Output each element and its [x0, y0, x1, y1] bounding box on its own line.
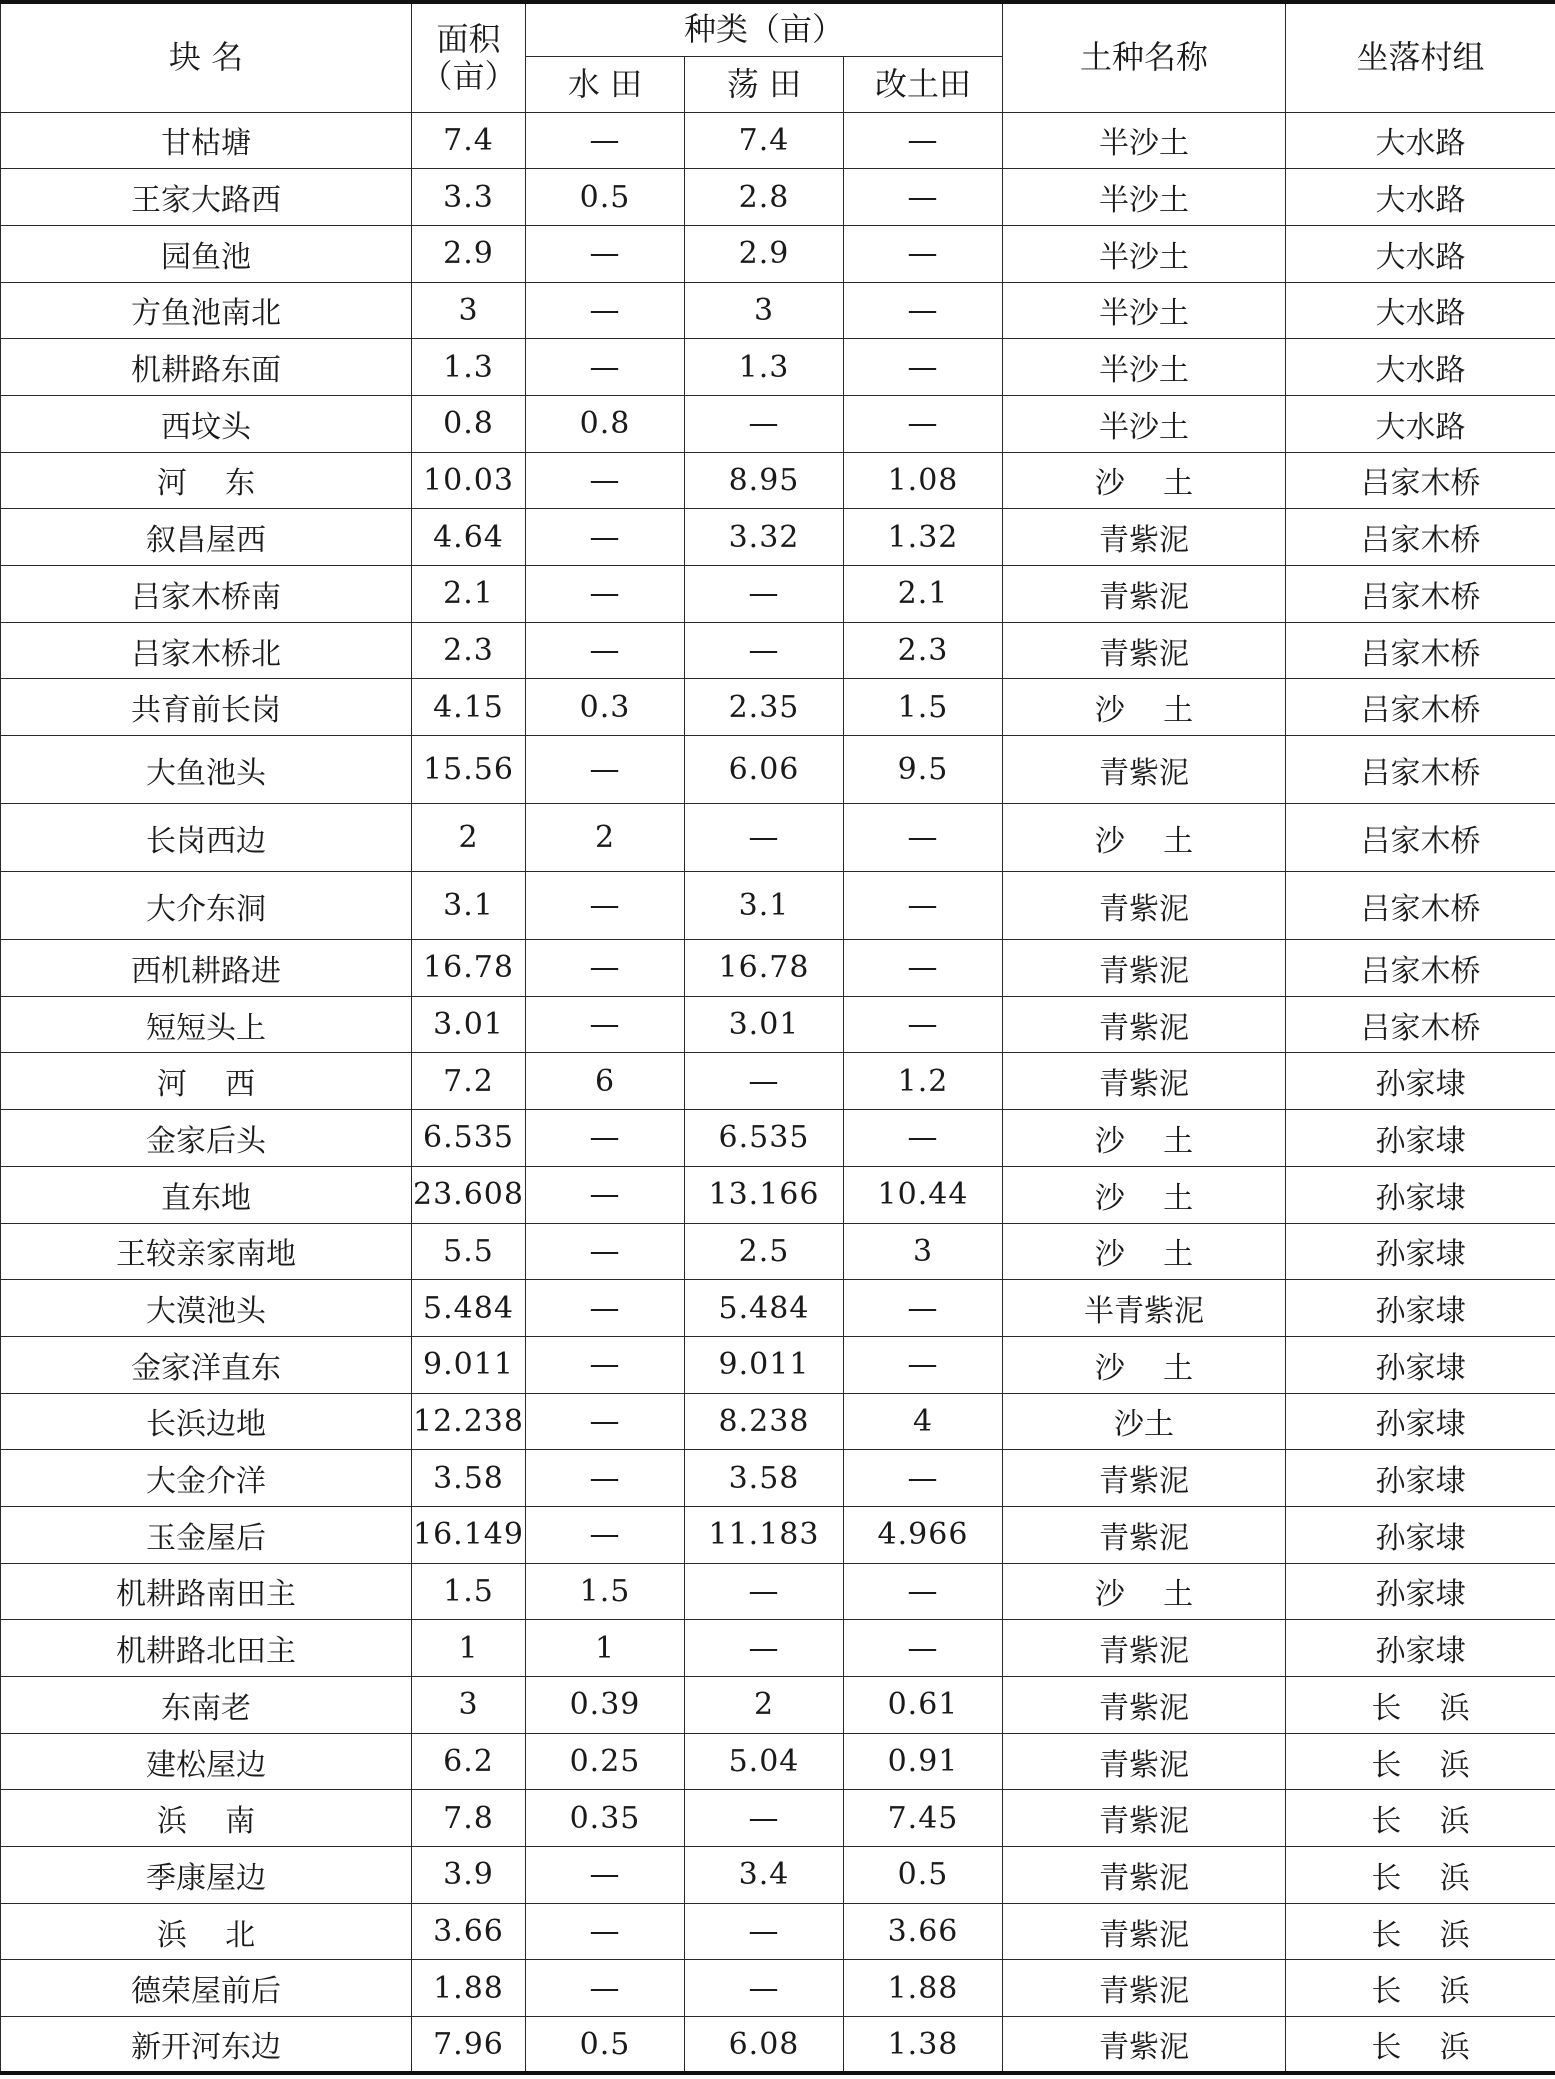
cell-paddy: — [526, 1223, 685, 1280]
table-row [1, 996, 1555, 1053]
cell-soil-name: 青紫泥 [1003, 1903, 1286, 1960]
cell-dang: 8.238 [685, 1393, 844, 1450]
table-row [1, 566, 1555, 623]
cell-area: 1.5 [412, 1563, 526, 1620]
header-area-line2: （亩） [420, 56, 517, 95]
cell-soil-name: 沙 土 [1003, 1563, 1286, 1620]
cell-dang: 3.01 [685, 996, 844, 1053]
cell-converted: 3 [844, 1223, 1003, 1280]
cell-village-group: 长 浜 [1286, 1677, 1555, 1734]
table-header [1, 2, 1555, 112]
cell-paddy: — [526, 1506, 685, 1563]
cell-converted: 1.2 [844, 1053, 1003, 1110]
cell-converted: — [844, 940, 1003, 997]
table-row [1, 339, 1555, 396]
cell-area: 23.608 [412, 1166, 526, 1223]
cell-dang: 2.35 [685, 679, 844, 736]
cell-converted: — [844, 395, 1003, 452]
table-row [1, 1450, 1555, 1507]
cell-dang: — [685, 1620, 844, 1677]
cell-paddy: 1 [526, 1620, 685, 1677]
cell-area: 7.96 [412, 2017, 526, 2074]
cell-dang: 7.4 [685, 112, 844, 169]
cell-area: 10.03 [412, 452, 526, 509]
cell-block-name: 大鱼池头 [1, 736, 412, 804]
cell-paddy: 0.25 [526, 1733, 685, 1790]
cell-area: 6.2 [412, 1733, 526, 1790]
cell-village-group: 孙家埭 [1286, 1450, 1555, 1507]
cell-soil-name: 沙 土 [1003, 452, 1286, 509]
cell-converted: 1.38 [844, 2017, 1003, 2074]
cell-area: 4.15 [412, 679, 526, 736]
cell-paddy: — [526, 1847, 685, 1904]
cell-paddy: — [526, 112, 685, 169]
cell-soil-name: 青紫泥 [1003, 1733, 1286, 1790]
header-area [412, 2, 526, 112]
cell-dang: 2.9 [685, 225, 844, 282]
cell-area: 3 [412, 1677, 526, 1734]
table-row [1, 2017, 1555, 2074]
cell-block-name: 浜 南 [1, 1790, 412, 1847]
table-row [1, 736, 1555, 804]
cell-block-name: 长岗西边 [1, 804, 412, 872]
cell-paddy: 0.8 [526, 395, 685, 452]
header-converted: 改土田 [844, 56, 1003, 112]
cell-soil-name: 青紫泥 [1003, 736, 1286, 804]
cell-converted: 1.08 [844, 452, 1003, 509]
cell-dang: 3.32 [685, 509, 844, 566]
cell-dang: 3.58 [685, 1450, 844, 1507]
cell-soil-name: 半沙土 [1003, 112, 1286, 169]
table-row [1, 1393, 1555, 1450]
cell-paddy: — [526, 452, 685, 509]
table-row [1, 1280, 1555, 1337]
cell-converted: 1.5 [844, 679, 1003, 736]
cell-paddy: 0.39 [526, 1677, 685, 1734]
cell-dang: 5.484 [685, 1280, 844, 1337]
cell-area: 1.88 [412, 1960, 526, 2017]
cell-area: 2.1 [412, 566, 526, 623]
cell-dang: 1.3 [685, 339, 844, 396]
table-row [1, 872, 1555, 940]
cell-village-group: 大水路 [1286, 339, 1555, 396]
cell-dang: 6.535 [685, 1110, 844, 1167]
cell-block-name: 大金介洋 [1, 1450, 412, 1507]
cell-block-name: 短短头上 [1, 996, 412, 1053]
cell-village-group: 吕家木桥 [1286, 872, 1555, 940]
cell-dang: 6.06 [685, 736, 844, 804]
cell-paddy: — [526, 1280, 685, 1337]
cell-soil-name: 沙 土 [1003, 1166, 1286, 1223]
cell-converted: 3.66 [844, 1903, 1003, 1960]
cell-area: 2.9 [412, 225, 526, 282]
cell-dang: — [685, 566, 844, 623]
cell-area: 1 [412, 1620, 526, 1677]
cell-village-group: 孙家埭 [1286, 1110, 1555, 1167]
cell-paddy: — [526, 622, 685, 679]
cell-block-name: 新开河东边 [1, 2017, 412, 2074]
cell-converted: — [844, 112, 1003, 169]
table-row [1, 1677, 1555, 1734]
cell-area: 3.58 [412, 1450, 526, 1507]
cell-block-name: 大漠池头 [1, 1280, 412, 1337]
cell-converted: — [844, 169, 1003, 226]
cell-soil-name: 青紫泥 [1003, 872, 1286, 940]
table-row [1, 1053, 1555, 1110]
cell-village-group: 长 浜 [1286, 1903, 1555, 1960]
cell-village-group: 吕家木桥 [1286, 622, 1555, 679]
cell-village-group: 大水路 [1286, 395, 1555, 452]
cell-converted: 4 [844, 1393, 1003, 1450]
table-row [1, 622, 1555, 679]
cell-area: 2 [412, 804, 526, 872]
cell-village-group: 吕家木桥 [1286, 996, 1555, 1053]
cell-village-group: 长 浜 [1286, 1733, 1555, 1790]
cell-area: 7.8 [412, 1790, 526, 1847]
cell-village-group: 孙家埭 [1286, 1223, 1555, 1280]
cell-soil-name: 青紫泥 [1003, 622, 1286, 679]
cell-paddy: — [526, 872, 685, 940]
cell-block-name: 大介东洞 [1, 872, 412, 940]
cell-paddy: — [526, 282, 685, 339]
table-row [1, 282, 1555, 339]
cell-village-group: 大水路 [1286, 112, 1555, 169]
cell-dang: — [685, 1960, 844, 2017]
cell-block-name: 机耕路南田主 [1, 1563, 412, 1620]
cell-paddy: 1.5 [526, 1563, 685, 1620]
cell-village-group: 大水路 [1286, 282, 1555, 339]
cell-village-group: 吕家木桥 [1286, 804, 1555, 872]
cell-block-name: 河 东 [1, 452, 412, 509]
cell-paddy: — [526, 1110, 685, 1167]
cell-soil-name: 青紫泥 [1003, 1450, 1286, 1507]
table-row [1, 1620, 1555, 1677]
cell-village-group: 大水路 [1286, 169, 1555, 226]
cell-converted: — [844, 872, 1003, 940]
cell-block-name: 浜 北 [1, 1903, 412, 1960]
cell-soil-name: 青紫泥 [1003, 566, 1286, 623]
cell-paddy: — [526, 1336, 685, 1393]
header-block-name: 块 名 [1, 2, 412, 112]
cell-soil-name: 青紫泥 [1003, 1960, 1286, 2017]
table-row [1, 1563, 1555, 1620]
cell-village-group: 孙家埭 [1286, 1506, 1555, 1563]
cell-soil-name: 半沙土 [1003, 282, 1286, 339]
cell-block-name: 甘枯塘 [1, 112, 412, 169]
cell-block-name: 玉金屋后 [1, 1506, 412, 1563]
cell-converted: — [844, 1110, 1003, 1167]
cell-village-group: 吕家木桥 [1286, 679, 1555, 736]
cell-area: 3.1 [412, 872, 526, 940]
cell-dang: 2 [685, 1677, 844, 1734]
header-dang: 荡 田 [685, 56, 844, 112]
cell-block-name: 长浜边地 [1, 1393, 412, 1450]
table-row [1, 509, 1555, 566]
cell-block-name: 吕家木桥北 [1, 622, 412, 679]
cell-block-name: 园鱼池 [1, 225, 412, 282]
cell-converted: 9.5 [844, 736, 1003, 804]
cell-paddy: — [526, 509, 685, 566]
cell-dang: 13.166 [685, 1166, 844, 1223]
cell-area: 6.535 [412, 1110, 526, 1167]
cell-paddy: — [526, 1393, 685, 1450]
cell-soil-name: 沙 土 [1003, 1223, 1286, 1280]
cell-block-name: 机耕路东面 [1, 339, 412, 396]
cell-dang: — [685, 395, 844, 452]
cell-area: 0.8 [412, 395, 526, 452]
header-village-group: 坐落村组 [1286, 2, 1555, 112]
cell-converted: — [844, 1280, 1003, 1337]
cell-village-group: 大水路 [1286, 225, 1555, 282]
cell-dang: 3 [685, 282, 844, 339]
cell-converted: 4.966 [844, 1506, 1003, 1563]
table-row [1, 1110, 1555, 1167]
cell-soil-name: 沙 土 [1003, 804, 1286, 872]
cell-area: 15.56 [412, 736, 526, 804]
cell-soil-name: 半沙土 [1003, 339, 1286, 396]
cell-block-name: 建松屋边 [1, 1733, 412, 1790]
header-paddy: 水 田 [526, 56, 685, 112]
cell-converted: — [844, 225, 1003, 282]
table-row [1, 1960, 1555, 2017]
cell-paddy: — [526, 1903, 685, 1960]
cell-converted: 10.44 [844, 1166, 1003, 1223]
cell-soil-name: 青紫泥 [1003, 996, 1286, 1053]
cell-soil-name: 沙土 [1003, 1393, 1286, 1450]
table-row [1, 1733, 1555, 1790]
cell-soil-name: 青紫泥 [1003, 1790, 1286, 1847]
cell-area: 7.4 [412, 112, 526, 169]
table-row [1, 1336, 1555, 1393]
cell-village-group: 孙家埭 [1286, 1166, 1555, 1223]
cell-dang: — [685, 1790, 844, 1847]
cell-village-group: 吕家木桥 [1286, 940, 1555, 997]
cell-soil-name: 半沙土 [1003, 225, 1286, 282]
cell-village-group: 吕家木桥 [1286, 452, 1555, 509]
table-row [1, 1847, 1555, 1904]
cell-soil-name: 半沙土 [1003, 169, 1286, 226]
cell-area: 4.64 [412, 509, 526, 566]
cell-paddy: — [526, 339, 685, 396]
cell-converted: — [844, 996, 1003, 1053]
table-body [1, 112, 1555, 2073]
cell-village-group: 孙家埭 [1286, 1620, 1555, 1677]
cell-converted: — [844, 1563, 1003, 1620]
cell-dang: 5.04 [685, 1733, 844, 1790]
header-type-group: 种类（亩） [526, 2, 1003, 56]
cell-block-name: 河 西 [1, 1053, 412, 1110]
cell-converted: 0.5 [844, 1847, 1003, 1904]
cell-area: 3.01 [412, 996, 526, 1053]
cell-block-name: 机耕路北田主 [1, 1620, 412, 1677]
cell-dang: — [685, 622, 844, 679]
cell-block-name: 直东地 [1, 1166, 412, 1223]
cell-converted: — [844, 282, 1003, 339]
cell-area: 7.2 [412, 1053, 526, 1110]
cell-paddy: 0.5 [526, 169, 685, 226]
cell-soil-name: 青紫泥 [1003, 1677, 1286, 1734]
cell-converted: — [844, 1450, 1003, 1507]
cell-block-name: 德荣屋前后 [1, 1960, 412, 2017]
cell-block-name: 金家后头 [1, 1110, 412, 1167]
cell-paddy: — [526, 1450, 685, 1507]
cell-village-group: 吕家木桥 [1286, 736, 1555, 804]
cell-dang: 2.5 [685, 1223, 844, 1280]
cell-dang: — [685, 1563, 844, 1620]
table-row [1, 679, 1555, 736]
cell-converted: 1.32 [844, 509, 1003, 566]
cell-paddy: — [526, 940, 685, 997]
cell-village-group: 长 浜 [1286, 1847, 1555, 1904]
table-row [1, 1506, 1555, 1563]
cell-soil-name: 沙 土 [1003, 1110, 1286, 1167]
cell-converted: — [844, 1336, 1003, 1393]
cell-block-name: 共育前长岗 [1, 679, 412, 736]
cell-paddy: — [526, 225, 685, 282]
cell-block-name: 东南老 [1, 1677, 412, 1734]
cell-dang: 16.78 [685, 940, 844, 997]
cell-area: 3.3 [412, 169, 526, 226]
cell-paddy: — [526, 566, 685, 623]
cell-block-name: 季康屋边 [1, 1847, 412, 1904]
cell-soil-name: 青紫泥 [1003, 509, 1286, 566]
cell-village-group: 长 浜 [1286, 1790, 1555, 1847]
cell-area: 5.484 [412, 1280, 526, 1337]
cell-soil-name: 青紫泥 [1003, 2017, 1286, 2074]
cell-dang: 2.8 [685, 169, 844, 226]
cell-converted: 0.61 [844, 1677, 1003, 1734]
cell-village-group: 孙家埭 [1286, 1053, 1555, 1110]
cell-soil-name: 半青紫泥 [1003, 1280, 1286, 1337]
table-row [1, 804, 1555, 872]
cell-area: 2.3 [412, 622, 526, 679]
cell-soil-name: 青紫泥 [1003, 1506, 1286, 1563]
cell-block-name: 方鱼池南北 [1, 282, 412, 339]
cell-block-name: 王家大路西 [1, 169, 412, 226]
cell-converted: — [844, 1620, 1003, 1677]
cell-village-group: 孙家埭 [1286, 1336, 1555, 1393]
cell-block-name: 金家洋直东 [1, 1336, 412, 1393]
cell-dang: 11.183 [685, 1506, 844, 1563]
cell-area: 3.9 [412, 1847, 526, 1904]
cell-converted: 2.1 [844, 566, 1003, 623]
cell-converted: 7.45 [844, 1790, 1003, 1847]
cell-area: 5.5 [412, 1223, 526, 1280]
cell-dang: — [685, 804, 844, 872]
cell-dang: 9.011 [685, 1336, 844, 1393]
cell-paddy: 6 [526, 1053, 685, 1110]
cell-block-name: 西坟头 [1, 395, 412, 452]
table-row [1, 1790, 1555, 1847]
cell-area: 1.3 [412, 339, 526, 396]
table-row [1, 112, 1555, 169]
cell-dang: 6.08 [685, 2017, 844, 2074]
cell-dang: — [685, 1903, 844, 1960]
cell-converted: 0.91 [844, 1733, 1003, 1790]
cell-block-name: 吕家木桥南 [1, 566, 412, 623]
cell-paddy: — [526, 736, 685, 804]
cell-village-group: 长 浜 [1286, 2017, 1555, 2074]
cell-dang: — [685, 1053, 844, 1110]
cell-converted: — [844, 804, 1003, 872]
cell-area: 3.66 [412, 1903, 526, 1960]
cell-area: 16.78 [412, 940, 526, 997]
cell-area: 16.149 [412, 1506, 526, 1563]
cell-village-group: 孙家埭 [1286, 1563, 1555, 1620]
cell-soil-name: 沙 土 [1003, 679, 1286, 736]
table-row [1, 169, 1555, 226]
cell-soil-name: 青紫泥 [1003, 1620, 1286, 1677]
table-row [1, 225, 1555, 282]
cell-dang: 3.1 [685, 872, 844, 940]
table-row [1, 940, 1555, 997]
cell-paddy: — [526, 1166, 685, 1223]
cell-village-group: 长 浜 [1286, 1960, 1555, 2017]
cell-paddy: 0.35 [526, 1790, 685, 1847]
cell-paddy: — [526, 1960, 685, 2017]
cell-paddy: — [526, 996, 685, 1053]
cell-block-name: 王较亲家南地 [1, 1223, 412, 1280]
cell-soil-name: 青紫泥 [1003, 1847, 1286, 1904]
cell-area: 12.238 [412, 1393, 526, 1450]
cell-village-group: 孙家埭 [1286, 1393, 1555, 1450]
cell-soil-name: 半沙土 [1003, 395, 1286, 452]
table-row [1, 1223, 1555, 1280]
cell-dang: 3.4 [685, 1847, 844, 1904]
cell-village-group: 孙家埭 [1286, 1280, 1555, 1337]
cell-dang: 8.95 [685, 452, 844, 509]
cell-soil-name: 青紫泥 [1003, 940, 1286, 997]
cell-area: 9.011 [412, 1336, 526, 1393]
table-row [1, 1903, 1555, 1960]
cell-block-name: 叙昌屋西 [1, 509, 412, 566]
cell-block-name: 西机耕路进 [1, 940, 412, 997]
cell-village-group: 吕家木桥 [1286, 509, 1555, 566]
cell-soil-name: 青紫泥 [1003, 1053, 1286, 1110]
cell-paddy: 0.3 [526, 679, 685, 736]
cell-soil-name: 沙 土 [1003, 1336, 1286, 1393]
cell-area: 3 [412, 282, 526, 339]
table-row [1, 452, 1555, 509]
cell-village-group: 吕家木桥 [1286, 566, 1555, 623]
header-soil-name: 土种名称 [1003, 2, 1286, 112]
header-area-line1: 面积 [436, 19, 501, 58]
cell-paddy: 0.5 [526, 2017, 685, 2074]
table-row [1, 1166, 1555, 1223]
cell-converted: 2.3 [844, 622, 1003, 679]
table-row [1, 395, 1555, 452]
cell-converted: 1.88 [844, 1960, 1003, 2017]
cell-converted: — [844, 339, 1003, 396]
cell-paddy: 2 [526, 804, 685, 872]
